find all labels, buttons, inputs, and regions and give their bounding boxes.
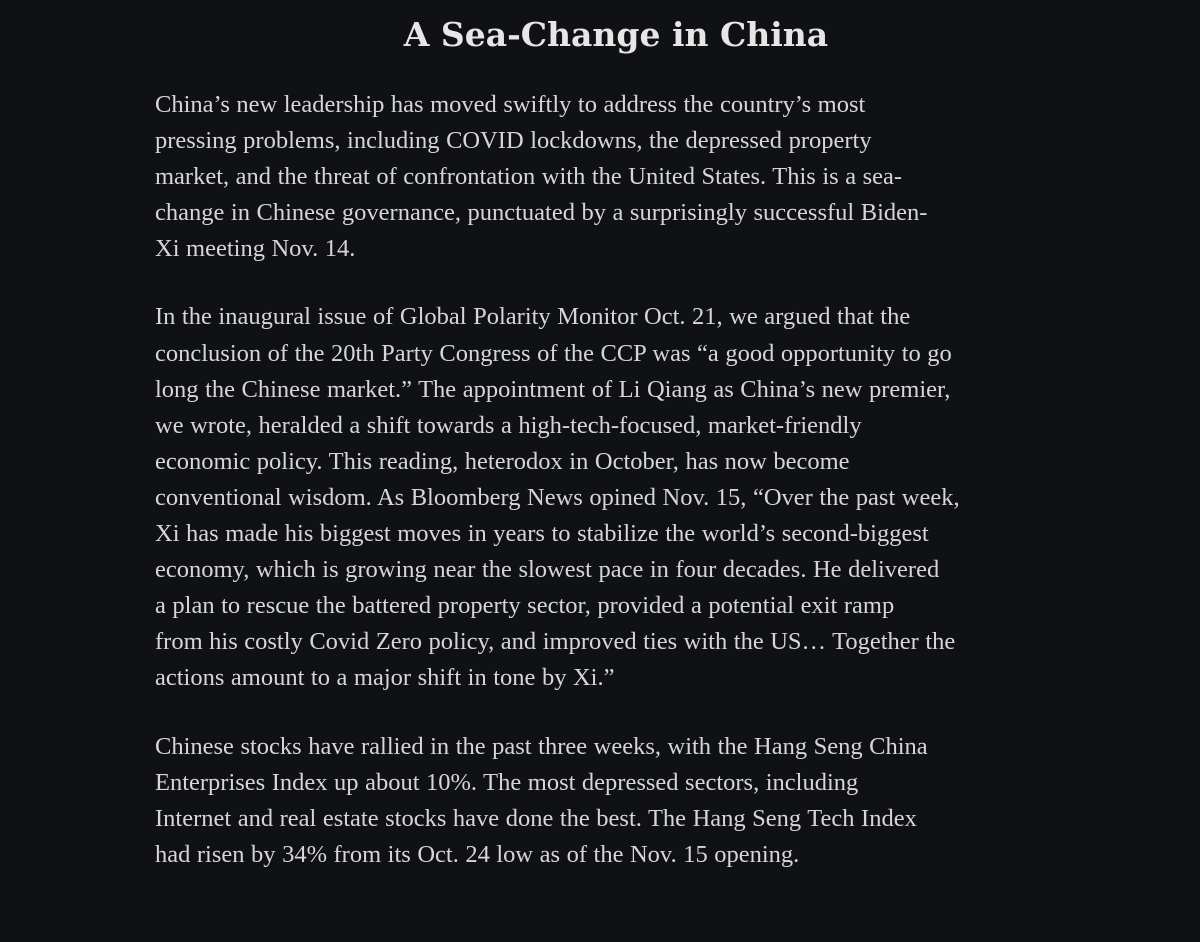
text-line: had risen by 34% from its Oct. 24 low as of the Nov. 15 opening.: [155, 840, 800, 868]
paragraph-2: [155, 299, 1050, 696]
text-line: Enterprises Index up about 10%. The most depressed sectors, including: [155, 768, 859, 796]
text-line: In the inaugural issue of Global Polarity Monitor Oct. 21, we argued that the: [155, 303, 911, 331]
text-line: from his costly Covid Zero policy, and improved ties with the US… Together the: [155, 628, 956, 656]
text-line: conclusion of the 20th Party Congress of the CCP was “a good opportunity to go: [155, 339, 952, 367]
article-body: [155, 87, 1050, 905]
text-line: Xi meeting Nov. 14.: [155, 235, 356, 263]
text-line: economic policy. This reading, heterodox in October, has now become: [155, 447, 850, 475]
text-line: Chinese stocks have rallied in the past three weeks, with the Hang Seng China: [155, 732, 928, 760]
text-line: a plan to rescue the battered property sector, provided a potential exit ramp: [155, 592, 895, 620]
text-line: long the Chinese market.” The appointment of Li Qiang as China’s new premier,: [155, 375, 951, 403]
text-line: change in Chinese governance, punctuated by a surprisingly successful Biden-: [155, 199, 928, 227]
paragraph-3: [155, 729, 1050, 873]
text-line: economy, which is growing near the slowest pace in four decades. He delivered: [155, 556, 940, 584]
paragraph-1: [155, 87, 1050, 267]
text-line: market, and the threat of confrontation with the United States. This is a sea-: [155, 163, 903, 191]
text-line: Xi has made his biggest moves in years to stabilize the world’s second-biggest: [155, 520, 929, 548]
text-line: pressing problems, including COVID lockdowns, the depressed property: [155, 127, 872, 155]
text-line: actions amount to a major shift in tone by Xi.”: [155, 664, 615, 692]
text-line: Internet and real estate stocks have done the best. The Hang Seng Tech Index: [155, 804, 917, 832]
text-line: we wrote, heralded a shift towards a high-tech-focused, market-friendly: [155, 411, 862, 439]
text-line: China’s new leadership has moved swiftly to address the country’s most: [155, 91, 866, 118]
text-line: conventional wisdom. As Bloomberg News opined Nov. 15, “Over the past week,: [155, 483, 960, 511]
article-title: A Sea-Change in China: [403, 15, 829, 54]
